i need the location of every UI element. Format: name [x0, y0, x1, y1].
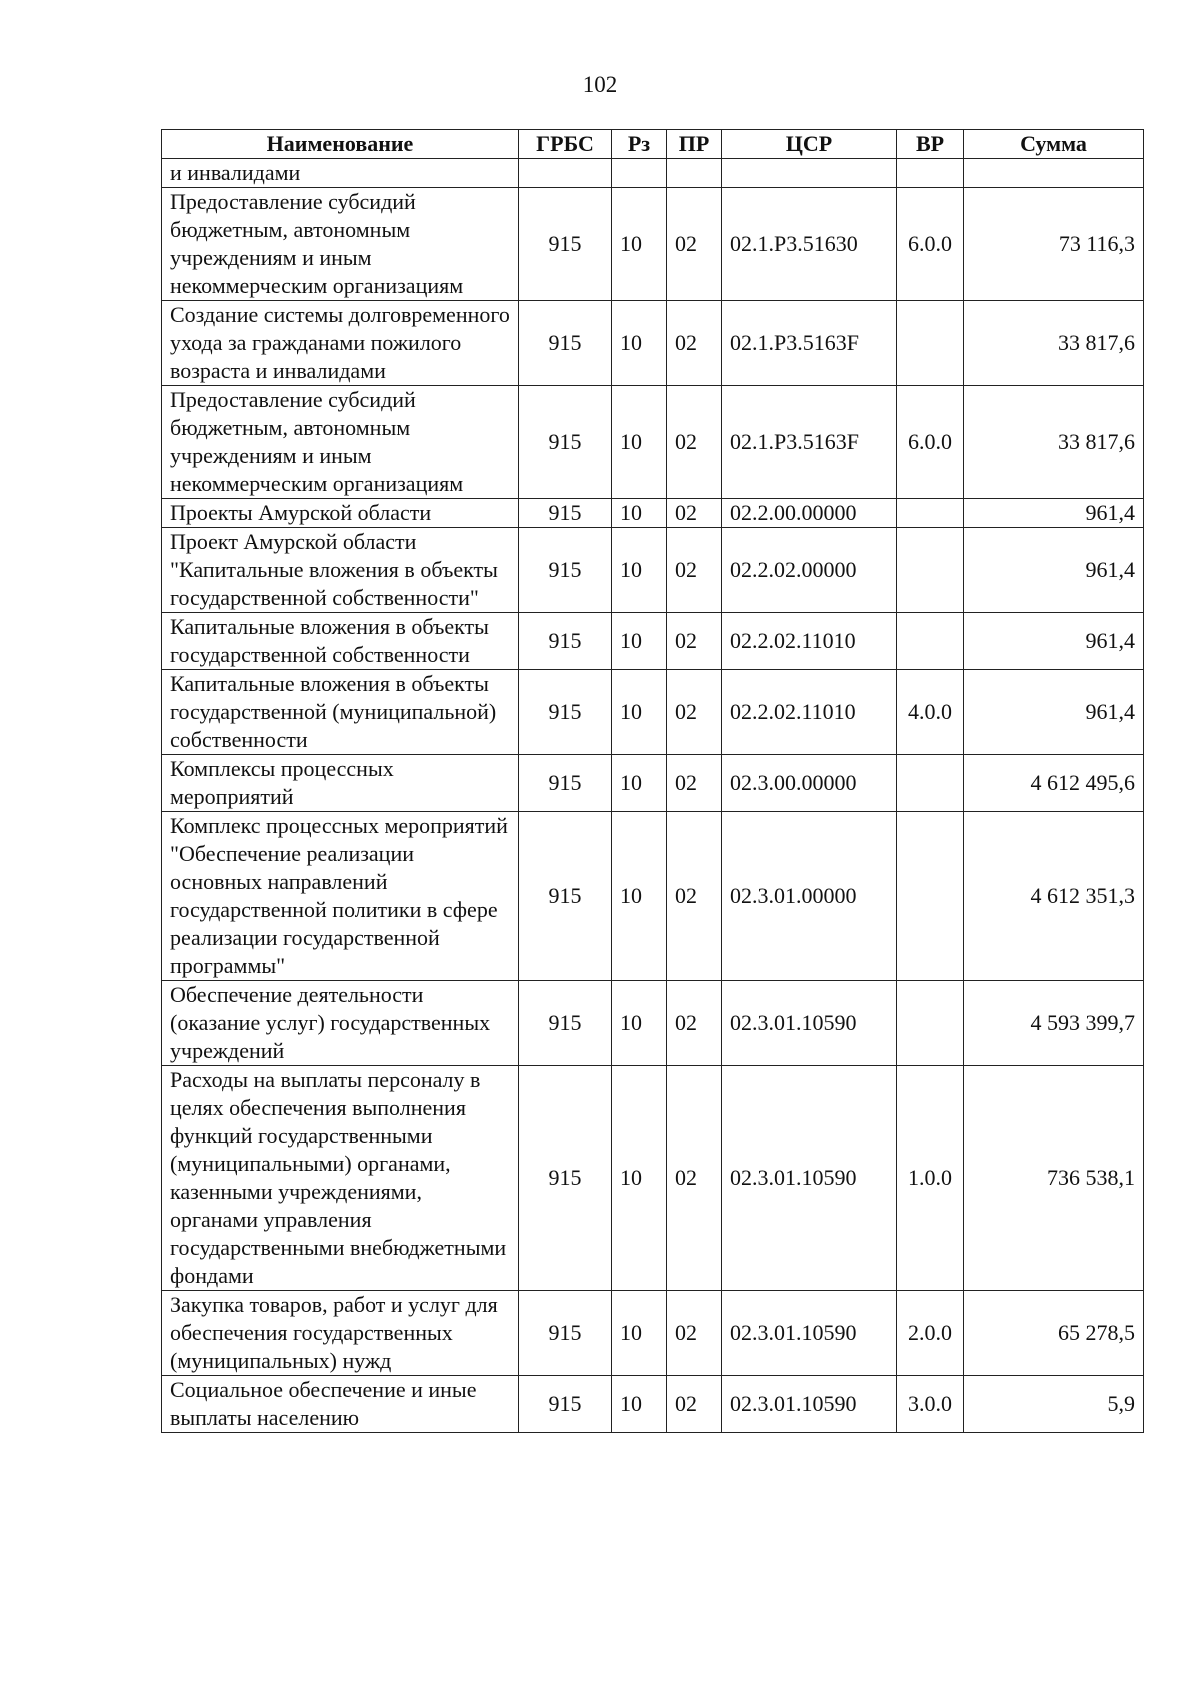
cell-csr: 02.2.02.11010 [722, 670, 897, 755]
cell-name: Капитальные вложения в объекты государственной (муниципальной) собственности [162, 670, 519, 755]
table-row [162, 386, 1144, 499]
cell-vr [897, 812, 964, 981]
cell-pr: 02 [667, 981, 722, 1066]
cell-sum: 961,4 [964, 528, 1144, 613]
cell-grbs: 915 [519, 613, 612, 670]
cell-pr: 02 [667, 1376, 722, 1433]
table-row [162, 301, 1144, 386]
table-row [162, 159, 1144, 188]
table-row [162, 528, 1144, 613]
cell-csr: 02.3.01.10590 [722, 1291, 897, 1376]
cell-pr: 02 [667, 1066, 722, 1291]
cell-rz: 10 [612, 981, 667, 1066]
header-vr: ВР [897, 130, 964, 159]
cell-pr: 02 [667, 528, 722, 613]
cell-csr: 02.3.01.10590 [722, 1066, 897, 1291]
cell-vr: 2.0.0 [897, 1291, 964, 1376]
cell-vr: 6.0.0 [897, 188, 964, 301]
cell-grbs: 915 [519, 301, 612, 386]
cell-grbs: 915 [519, 981, 612, 1066]
cell-sum: 4 612 351,3 [964, 812, 1144, 981]
cell-sum: 33 817,6 [964, 301, 1144, 386]
cell-name: Социальное обеспечение и иные выплаты населению [162, 1376, 519, 1433]
table-row [162, 755, 1144, 812]
cell-rz: 10 [612, 386, 667, 499]
cell-pr: 02 [667, 499, 722, 528]
cell-sum: 961,4 [964, 499, 1144, 528]
cell-rz: 10 [612, 670, 667, 755]
cell-csr: 02.3.00.00000 [722, 755, 897, 812]
cell-rz: 10 [612, 1376, 667, 1433]
cell-grbs: 915 [519, 1066, 612, 1291]
cell-vr [897, 981, 964, 1066]
cell-grbs [519, 159, 612, 188]
cell-csr: 02.2.02.00000 [722, 528, 897, 613]
cell-vr [897, 755, 964, 812]
cell-csr [722, 159, 897, 188]
cell-vr [897, 528, 964, 613]
table-row [162, 670, 1144, 755]
cell-sum: 5,9 [964, 1376, 1144, 1433]
header-csr: ЦСР [722, 130, 897, 159]
cell-pr: 02 [667, 188, 722, 301]
cell-pr: 02 [667, 1291, 722, 1376]
cell-name: Проект Амурской области "Капитальные вложения в объекты государственной собственности" [162, 528, 519, 613]
table-row [162, 188, 1144, 301]
cell-rz: 10 [612, 301, 667, 386]
cell-vr: 1.0.0 [897, 1066, 964, 1291]
cell-pr: 02 [667, 386, 722, 499]
cell-name: Капитальные вложения в объекты государственной собственности [162, 613, 519, 670]
cell-sum: 961,4 [964, 613, 1144, 670]
table-row [162, 1291, 1144, 1376]
cell-rz: 10 [612, 613, 667, 670]
table-row [162, 981, 1144, 1066]
cell-grbs: 915 [519, 499, 612, 528]
cell-grbs: 915 [519, 528, 612, 613]
header-rz: Рз [612, 130, 667, 159]
cell-csr: 02.3.01.00000 [722, 812, 897, 981]
cell-sum: 4 593 399,7 [964, 981, 1144, 1066]
cell-rz: 10 [612, 528, 667, 613]
cell-pr: 02 [667, 613, 722, 670]
cell-pr: 02 [667, 670, 722, 755]
cell-grbs: 915 [519, 386, 612, 499]
cell-sum: 736 538,1 [964, 1066, 1144, 1291]
cell-rz: 10 [612, 1291, 667, 1376]
cell-vr [897, 613, 964, 670]
page-number: 102 [582, 72, 618, 97]
cell-grbs: 915 [519, 1291, 612, 1376]
cell-name: Создание системы долговременного ухода за гражданами пожилого возраста и инвалидами [162, 301, 519, 386]
cell-csr: 02.3.01.10590 [722, 1376, 897, 1433]
cell-name: Расходы на выплаты персоналу в целях обеспечения выполнения функций государственными (муниципальными) органами, казенными учреждениями, органами управления государственными внебюджетными фондами [162, 1066, 519, 1291]
cell-pr [667, 159, 722, 188]
cell-grbs: 915 [519, 812, 612, 981]
cell-pr: 02 [667, 301, 722, 386]
cell-name: Проекты Амурской области [162, 499, 519, 528]
cell-csr: 02.1.Р3.5163F [722, 386, 897, 499]
table-row [162, 613, 1144, 670]
budget-table [161, 129, 1144, 1433]
table-row [162, 1066, 1144, 1291]
cell-name: Закупка товаров, работ и услуг для обеспечения государственных (муниципальных) нужд [162, 1291, 519, 1376]
cell-csr: 02.1.Р3.5163F [722, 301, 897, 386]
cell-csr: 02.1.Р3.51630 [722, 188, 897, 301]
header-sum: Сумма [964, 130, 1144, 159]
cell-grbs: 915 [519, 1376, 612, 1433]
cell-pr: 02 [667, 812, 722, 981]
cell-vr: 3.0.0 [897, 1376, 964, 1433]
table-header-row [162, 130, 1144, 159]
cell-rz: 10 [612, 499, 667, 528]
cell-sum [964, 159, 1144, 188]
cell-sum: 73 116,3 [964, 188, 1144, 301]
cell-csr: 02.2.00.00000 [722, 499, 897, 528]
cell-sum: 4 612 495,6 [964, 755, 1144, 812]
cell-csr: 02.3.01.10590 [722, 981, 897, 1066]
cell-sum: 65 278,5 [964, 1291, 1144, 1376]
cell-name: Комплексы процессных мероприятий [162, 755, 519, 812]
header-name: Наименование [162, 130, 519, 159]
cell-name: Предоставление субсидий бюджетным, автономным учреждениям и иным некоммерческим организациям [162, 188, 519, 301]
cell-vr: 4.0.0 [897, 670, 964, 755]
table-row [162, 499, 1144, 528]
header-grbs: ГРБС [519, 130, 612, 159]
table-row [162, 812, 1144, 981]
cell-sum: 961,4 [964, 670, 1144, 755]
cell-rz: 10 [612, 188, 667, 301]
cell-grbs: 915 [519, 188, 612, 301]
cell-pr: 02 [667, 755, 722, 812]
cell-vr [897, 301, 964, 386]
cell-name: и инвалидами [162, 159, 519, 188]
cell-vr [897, 159, 964, 188]
header-pr: ПР [667, 130, 722, 159]
cell-csr: 02.2.02.11010 [722, 613, 897, 670]
cell-vr [897, 499, 964, 528]
cell-name: Комплекс процессных мероприятий "Обеспечение реализации основных направлений государственной политики в сфере реализации государственной программы" [162, 812, 519, 981]
cell-rz: 10 [612, 812, 667, 981]
cell-grbs: 915 [519, 755, 612, 812]
cell-name: Обеспечение деятельности (оказание услуг) государственных учреждений [162, 981, 519, 1066]
cell-rz [612, 159, 667, 188]
cell-rz: 10 [612, 1066, 667, 1291]
table-row [162, 1376, 1144, 1433]
cell-name: Предоставление субсидий бюджетным, автономным учреждениям и иным некоммерческим организациям [162, 386, 519, 499]
cell-sum: 33 817,6 [964, 386, 1144, 499]
cell-vr: 6.0.0 [897, 386, 964, 499]
cell-grbs: 915 [519, 670, 612, 755]
cell-rz: 10 [612, 755, 667, 812]
